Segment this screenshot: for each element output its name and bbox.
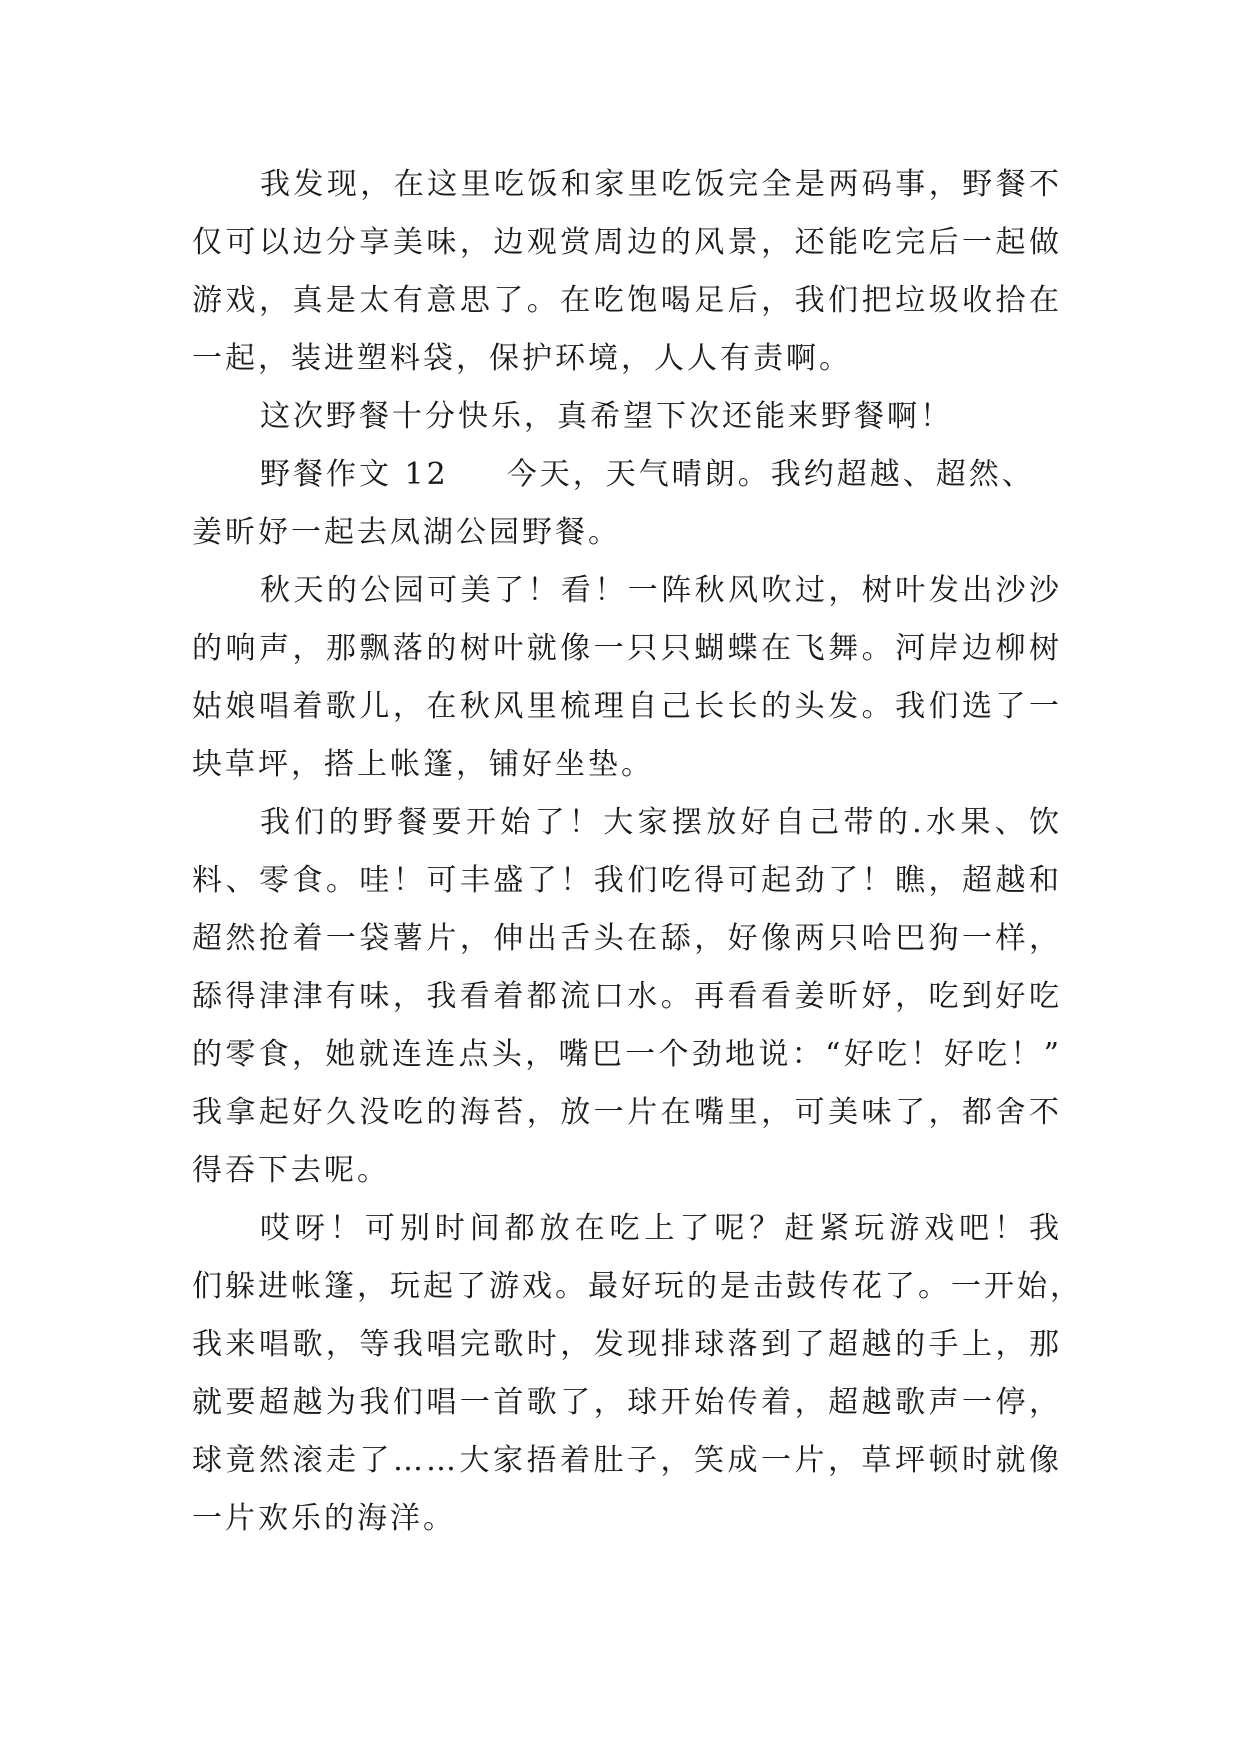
text-line: 我们的野餐要开始了！大家摆放好自己带的.水果、饮 — [260, 805, 1062, 840]
text-line: 舔得津津有味，我看着都流口水。再看看姜昕妤，吃到好吃 — [192, 979, 1062, 1014]
text-line: 我发现，在这里吃饭和家里吃饭完全是两码事，野餐不 — [260, 167, 1062, 202]
text-line: 得吞下去呢。 — [192, 1153, 390, 1188]
document-body — [192, 156, 1083, 1548]
text-line: 一片欢乐的海洋。 — [192, 1501, 456, 1536]
text-line: 超然抢着一袋薯片，伸出舌头在舔，好像两只哈巴狗一样， — [192, 921, 1062, 956]
text-line: 姑娘唱着歌儿，在秋风里梳理自己长长的头发。我们选了一 — [192, 689, 1062, 724]
text-line: 我拿起好久没吃的海苔，放一片在嘴里，可美味了，都舍不 — [192, 1095, 1062, 1130]
text-line: 一起，装进塑料袋，保护环境，人人有责啊。 — [192, 341, 852, 376]
text-line: 球竟然滚走了……大家捂着肚子，笑成一片，草坪顿时就像 — [192, 1443, 1062, 1478]
text-line: 料、零食。哇！可丰盛了！我们吃得可起劲了！瞧，超越和 — [192, 863, 1062, 898]
text-line: 哎呀！可别时间都放在吃上了呢？赶紧玩游戏吧！我 — [260, 1211, 1062, 1246]
text-line: 今天，天气晴朗。我约超越、超然、 — [506, 457, 1035, 492]
text-line: 游戏，真是太有意思了。在吃饱喝足后，我们把垃圾收拾在 — [192, 283, 1062, 318]
text-line: 块草坪，搭上帐篷，铺好坐垫。 — [192, 747, 654, 782]
text-line: 我来唱歌，等我唱完歌时，发现排球落到了超越的手上，那 — [192, 1327, 1062, 1362]
text-line: 的零食，她就连连点头，嘴巴一个劲地说：“好吃！好吃！” — [192, 1037, 1062, 1072]
text-line: 的响声，那飘落的树叶就像一只只蝴蝶在飞舞。河岸边柳树 — [192, 631, 1062, 666]
text-line: 就要超越为我们唱一首歌了，球开始传着，超越歌声一停， — [192, 1385, 1062, 1420]
text-line: 秋天的公园可美了！看！一阵秋风吹过，树叶发出沙沙 — [260, 573, 1062, 608]
essay-title: 野餐作文 12 — [260, 457, 449, 492]
text-line: 姜昕妤一起去凤湖公园野餐。 — [192, 515, 621, 550]
text-line: 仅可以边分享美味，边观赏周边的风景，还能吃完后一起做 — [192, 225, 1062, 260]
text-line: 这次野餐十分快乐，真希望下次还能来野餐啊！ — [260, 399, 953, 434]
text-line: 们躲进帐篷，玩起了游戏。最好玩的是击鼓传花了。一开始， — [192, 1269, 1083, 1304]
section-heading-line — [192, 446, 1062, 504]
